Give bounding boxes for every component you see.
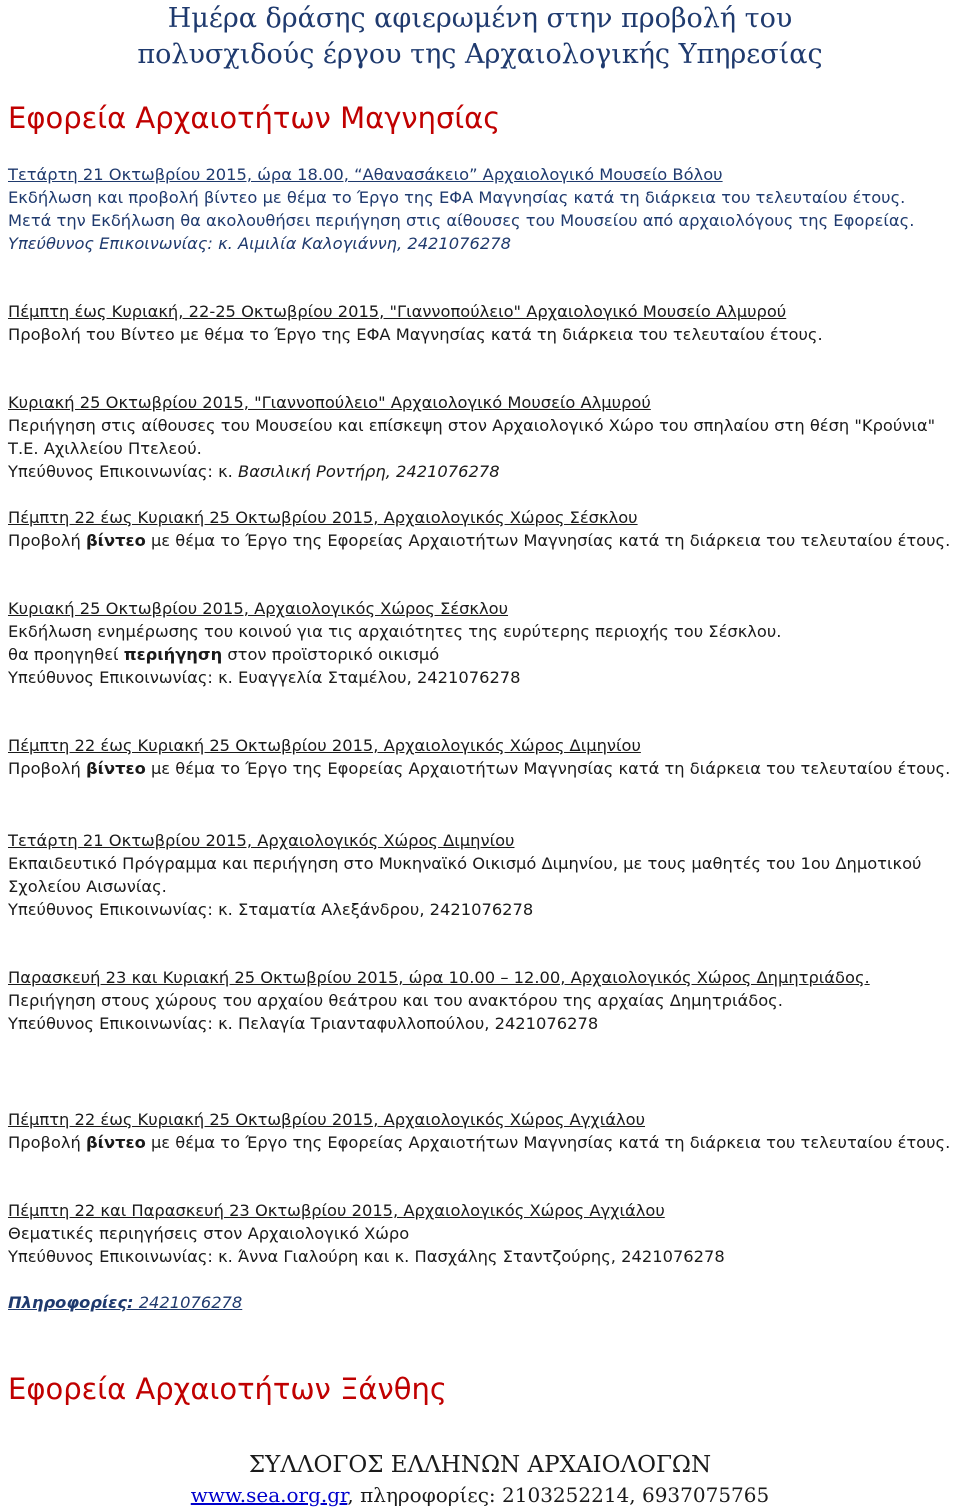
section-title-magnesia: Εφορεία Αρχαιοτήτων Μαγνησίας [8,101,501,135]
event-3 [8,391,953,483]
event-contact: Υπεύθυνος Επικοινωνίας: κ. Σταματία Αλεξάνδρου, 2421076278 [8,900,534,919]
event-heading: Τετάρτη 21 Οκτωβρίου 2015, Αρχαιολογικός Χώρος Διμηνίου [8,831,515,850]
text-part: με θέμα το Έργο της Εφορείας Αρχαιοτήτων Μαγνησίας κατά τη διάρκεια του τελευταίου έτους. [145,531,951,550]
event-7 [8,829,953,921]
event-heading: Πέμπτη 22 έως Κυριακή 25 Οκτωβρίου 2015, Αρχαιολογικός Χώρος Αγχιάλου [8,1110,645,1129]
event-text: Εκδήλωση και προβολή βίντεο με θέμα το Έργο της ΕΦΑ Μαγνησίας κατά τη διάρκεια του τελευταίου έτους. Μετά την Εκδήλωση θα ακολουθήσει περιήγηση στις αίθουσες του Μουσείου από αρχαιολόγους της Εφορείας. [8,188,915,230]
event-heading: Πέμπτη 22 έως Κυριακή 25 Οκτωβρίου 2015, Αρχαιολογικός Χώρος Διμηνίου [8,736,641,755]
event-contact: Υπεύθυνος Επικοινωνίας: κ. Άννα Γιαλούρη και κ. Πασχάλης Σταντζούρης, 2421076278 [8,1247,725,1266]
event-text: Θεματικές περιηγήσεις στον Αρχαιολογικό Χώρο [8,1224,410,1243]
footer-contact: , πληροφορίες: 2103252214, 6937075765 [347,1483,770,1507]
event-contact: Υπεύθυνος Επικοινωνίας: κ. Πελαγία Τριανταφυλλοπούλου, 2421076278 [8,1014,599,1033]
event-text [8,643,953,666]
text-part: με θέμα το Έργο της Εφορείας Αρχαιοτήτων Μαγνησίας κατά τη διάρκεια του τελευταίου έτους. [145,1133,951,1152]
contact-name: Βασιλική Ροντήρη, 2421076278 [238,462,500,481]
footer-org: ΣΥΛΛΟΓΟΣ ΕΛΛΗΝΩΝ ΑΡΧΑΙΟΛΟΓΩΝ [248,1452,712,1478]
info-line [8,1291,953,1314]
text-part: Προβολή [8,1133,87,1152]
event-4 [8,506,953,552]
event-contact: Υπεύθυνος Επικοινωνίας: κ. Αιμιλία Καλογιάννη, 2421076278 [8,234,511,253]
section-title-xanthi: Εφορεία Αρχαιοτήτων Ξάνθης [8,1372,447,1406]
event-9 [8,1108,953,1154]
event-heading: Παρασκευή 23 και Κυριακή 25 Οκτωβρίου 2015, ώρα 10.00 – 12.00, Αρχαιολογικός Χώρος Δημητριάδος. [8,968,870,987]
event-6 [8,734,953,780]
event-heading: Πέμπτη έως Κυριακή, 22-25 Οκτωβρίου 2015, "Γιαννοπούλειο" Αρχαιολογικό Μουσείο Αλμυρού [8,302,787,321]
event-5 [8,597,953,689]
event-8 [8,966,953,1035]
footer-website-link[interactable]: www.sea.org.gr [190,1483,348,1507]
event-heading: Πέμπτη 22 έως Κυριακή 25 Οκτωβρίου 2015, Αρχαιολογικός Χώρος Σέσκλου [8,508,638,527]
event-text: Προβολή του Βίντεο με θέμα το Έργο της ΕΦΑ Μαγνησίας κατά τη διάρκεια του τελευταίου έτους. [8,325,823,344]
event-text [8,1131,953,1154]
event-heading: Κυριακή 25 Οκτωβρίου 2015, "Γιαννοπούλειο" Αρχαιολογικό Μουσείο Αλμυρού [8,393,651,412]
page-header [0,0,960,73]
text-part: με θέμα το Έργο της Εφορείας Αρχαιοτήτων Μαγνησίας κατά τη διάρκεια του τελευταίου έτους. [145,759,951,778]
event-contact [8,460,953,483]
text-part: θα προηγηθεί [8,645,124,664]
info-link[interactable] [8,1291,953,1314]
info-label: Πληροφορίες: [8,1293,134,1312]
text-bold-part: βίντεο [86,531,146,550]
event-text: Εκδήλωση ενημέρωσης του κοινού για τις αρχαιότητες της ευρύτερης περιοχής του Σέσκλου. [8,622,782,641]
event-contact: Υπεύθυνος Επικοινωνίας: κ. Ευαγγελία Σταμέλου, 2421076278 [8,668,521,687]
text-part: Προβολή [8,531,87,550]
event-1 [8,163,953,255]
event-text: Περιήγηση στις αίθουσες του Μουσείου και επίσκεψη στον Αρχαιολογικό Χώρο του σπηλαίου στη θέση "Κρούνια" Τ.Ε. Αχιλλείου Πτελεού. [8,416,936,458]
text-bold-part: βίντεο [86,1133,146,1152]
event-text: Περιήγηση στους χώρους του αρχαίου θεάτρου και του ανακτόρου της αρχαίας Δημητριάδος. [8,991,783,1010]
event-10 [8,1199,953,1268]
info-phone: 2421076278 [133,1293,243,1312]
footer-contact-line [0,1482,960,1508]
text-part: στον προϊστορικό οικισμό [222,645,440,664]
header-line-1: Ημέρα δράσης αφιερωμένη στην προβολή του [167,3,793,34]
event-text [8,757,953,780]
text-part: Προβολή [8,759,87,778]
event-heading: Πέμπτη 22 και Παρασκευή 23 Οκτωβρίου 2015, Αρχαιολογικός Χώρος Αγχιάλου [8,1201,665,1220]
header-line-2: πολυσχιδούς έργου της Αρχαιολογικής Υπηρεσίας [137,39,823,70]
text-bold-part: περιήγηση [123,645,223,664]
event-text: Εκπαιδευτικό Πρόγραμμα και περιήγηση στο Μυκηναϊκό Οικισμό Διμηνίου, με τους μαθητές του 1ου Δημοτικού Σχολείου Αισωνίας. [8,854,922,896]
event-heading: Κυριακή 25 Οκτωβρίου 2015, Αρχαιολογικός Χώρος Σέσκλου [8,599,509,618]
contact-prefix: Υπεύθυνος Επικοινωνίας: κ. [8,462,239,481]
event-2 [8,300,953,346]
event-text [8,529,953,552]
event-heading: Τετάρτη 21 Οκτωβρίου 2015, ώρα 18.00, “Αθανασάκειο” Αρχαιολογικό Μουσείο Βόλου [8,165,723,184]
text-bold-part: βίντεο [86,759,146,778]
